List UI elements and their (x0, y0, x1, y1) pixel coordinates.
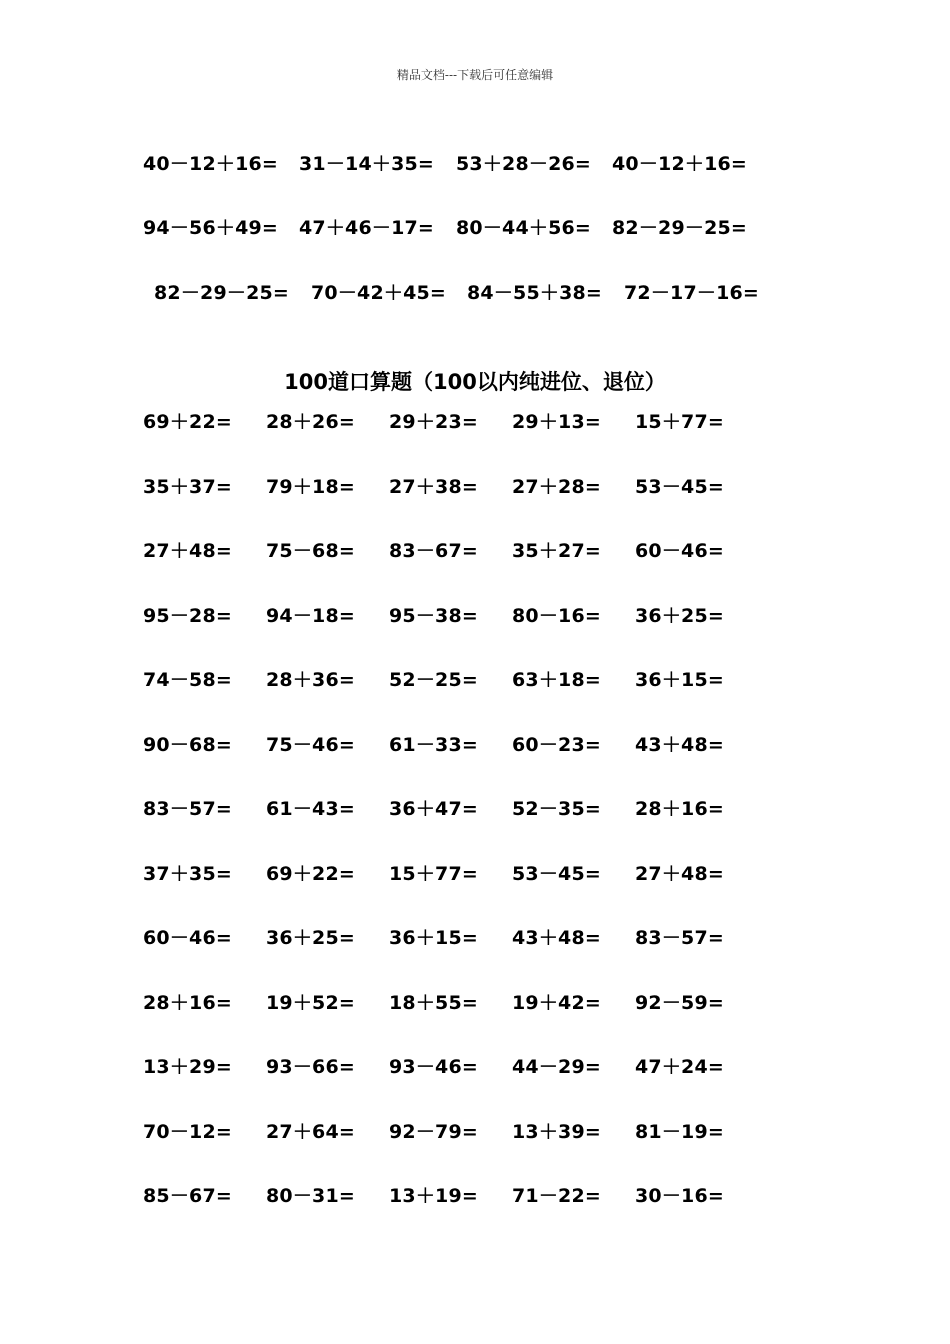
problem: 13＋29= (143, 1056, 233, 1078)
problem: 84－55＋38= (467, 282, 603, 304)
problem: 27＋48= (635, 863, 725, 885)
problem: 35＋37= (143, 476, 233, 498)
problem: 36＋47= (389, 798, 479, 820)
problem: 60－23= (512, 734, 602, 756)
problem: 15＋77= (389, 863, 479, 885)
problem: 72－17－16= (624, 282, 760, 304)
problem: 82－29－25= (612, 217, 748, 239)
problem: 95－28= (143, 605, 233, 627)
problem: 61－33= (389, 734, 479, 756)
problem: 36＋25= (266, 927, 356, 949)
problem: 82－29－25= (154, 282, 290, 304)
problem: 94－56＋49= (143, 217, 279, 239)
problem: 53＋28－26= (456, 153, 592, 175)
problem: 13＋39= (512, 1121, 602, 1143)
problem: 63＋18= (512, 669, 602, 691)
problem: 69＋22= (266, 863, 356, 885)
problem: 75－46= (266, 734, 356, 756)
problem: 28＋36= (266, 669, 356, 691)
problem: 27＋28= (512, 476, 602, 498)
problem: 19＋52= (266, 992, 356, 1014)
problem: 27＋48= (143, 540, 233, 562)
problem: 43＋48= (512, 927, 602, 949)
problem: 79＋18= (266, 476, 356, 498)
problem: 83－57= (143, 798, 233, 820)
problem: 27＋64= (266, 1121, 356, 1143)
problem: 47＋46－17= (299, 217, 435, 239)
problem: 74－58= (143, 669, 233, 691)
problem: 35＋27= (512, 540, 602, 562)
problem: 29＋23= (389, 411, 479, 433)
problem: 47＋24= (635, 1056, 725, 1078)
problem: 28＋16= (635, 798, 725, 820)
problem: 36＋25= (635, 605, 725, 627)
problem: 90－68= (143, 734, 233, 756)
problem: 31－14＋35= (299, 153, 435, 175)
problem: 70－12= (143, 1121, 233, 1143)
problem: 60－46= (143, 927, 233, 949)
problem: 93－66= (266, 1056, 356, 1078)
problem: 15＋77= (635, 411, 725, 433)
problem: 71－22= (512, 1185, 602, 1207)
problem: 40－12＋16= (612, 153, 748, 175)
problem: 19＋42= (512, 992, 602, 1014)
problem: 80－44＋56= (456, 217, 592, 239)
problem: 37＋35= (143, 863, 233, 885)
problem: 80－16= (512, 605, 602, 627)
problem: 83－57= (635, 927, 725, 949)
problem: 18＋55= (389, 992, 479, 1014)
problem: 53－45= (635, 476, 725, 498)
problem: 95－38= (389, 605, 479, 627)
problem: 44－29= (512, 1056, 602, 1078)
problem: 92－59= (635, 992, 725, 1014)
problem: 40－12＋16= (143, 153, 279, 175)
problem: 69＋22= (143, 411, 233, 433)
problem: 85－67= (143, 1185, 233, 1207)
problem: 81－19= (635, 1121, 725, 1143)
section-title: 100道口算题（100以内纯进位、退位） (284, 370, 666, 394)
problem: 92－79= (389, 1121, 479, 1143)
problem: 75－68= (266, 540, 356, 562)
problem: 83－67= (389, 540, 479, 562)
problem: 52－35= (512, 798, 602, 820)
problem: 28＋16= (143, 992, 233, 1014)
problem: 13＋19= (389, 1185, 479, 1207)
problem: 43＋48= (635, 734, 725, 756)
problem: 61－43= (266, 798, 356, 820)
problem: 94－18= (266, 605, 356, 627)
problem: 52－25= (389, 669, 479, 691)
problem: 28＋26= (266, 411, 356, 433)
problem: 70－42＋45= (311, 282, 447, 304)
problem: 29＋13= (512, 411, 602, 433)
problem: 27＋38= (389, 476, 479, 498)
problem: 36＋15= (389, 927, 479, 949)
problem: 93－46= (389, 1056, 479, 1078)
page-header: 精品文档---下载后可任意编辑 (396, 68, 554, 82)
problem: 53－45= (512, 863, 602, 885)
problem: 30－16= (635, 1185, 725, 1207)
problem: 36＋15= (635, 669, 725, 691)
problem: 60－46= (635, 540, 725, 562)
problem: 80－31= (266, 1185, 356, 1207)
